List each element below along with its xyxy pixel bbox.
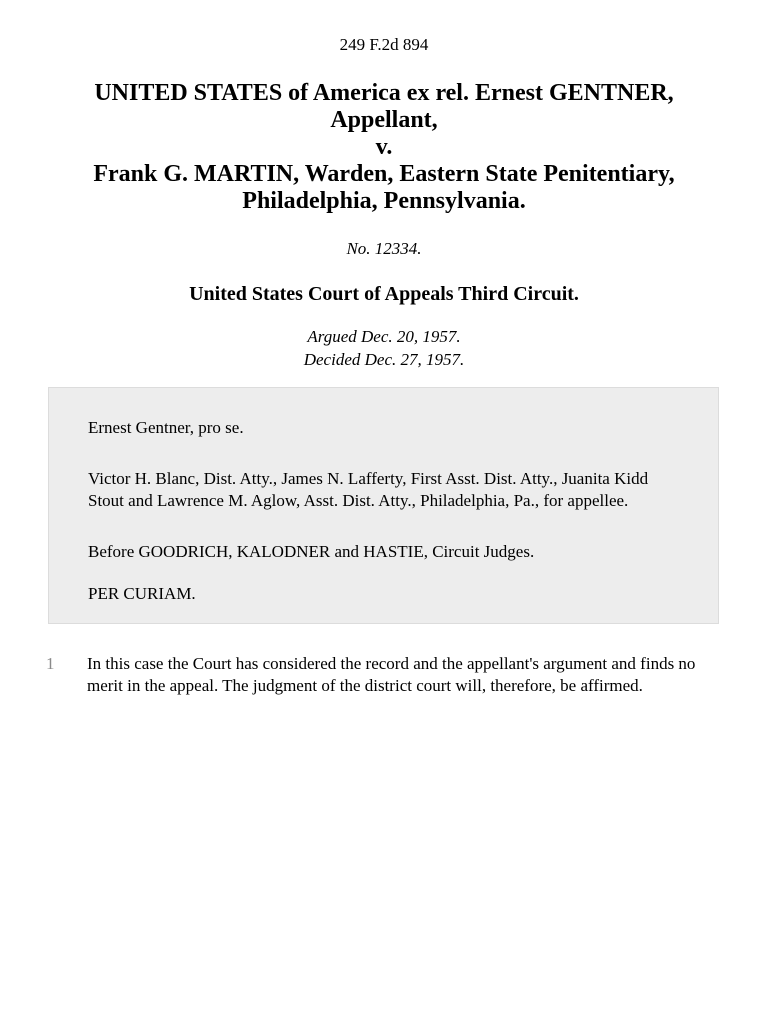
opinion-paragraph: In this case the Court has considered the record and the appellant's argument and finds no merit in the appeal. The judgment of the district court will, therefore, be affirmed. [87,654,696,695]
appellant-counsel: Ernest Gentner, pro se. [88,418,244,437]
reporter-citation: 249 F.2d 894 [339,35,429,54]
caption-line-versus: v. [375,134,393,160]
counsel-box [48,387,719,624]
decided-date: Decided Dec. 27, 1957. [303,350,465,369]
per-curiam: PER CURIAM. [88,584,196,603]
paragraph-number: 1 [46,654,55,673]
docket-number: No. 12334. [346,239,422,258]
caption-line-defendant: Frank G. MARTIN, Warden, Eastern State Penitentiary, [93,161,675,187]
caption-line-appellant: Appellant, [330,107,438,133]
case-caption [40,80,728,215]
court-name: United States Court of Appeals Third Circuit. [189,283,579,305]
caption-line-plaintiff: UNITED STATES of America ex rel. Ernest GENTNER, [94,80,674,106]
bench-judges: Before GOODRICH, KALODNER and HASTIE, Circuit Judges. [88,542,535,561]
argued-date: Argued Dec. 20, 1957. [307,327,461,346]
case-dates [0,325,768,371]
appellee-counsel: Victor H. Blanc, Dist. Atty., James N. Lafferty, First Asst. Dist. Atty., Juanita Kidd Stout and Lawrence M. Aglow, Asst. Dist. Atty., Philadelphia, Pa., for appellee. [88,469,649,510]
caption-line-location: Philadelphia, Pennsylvania. [242,188,526,214]
